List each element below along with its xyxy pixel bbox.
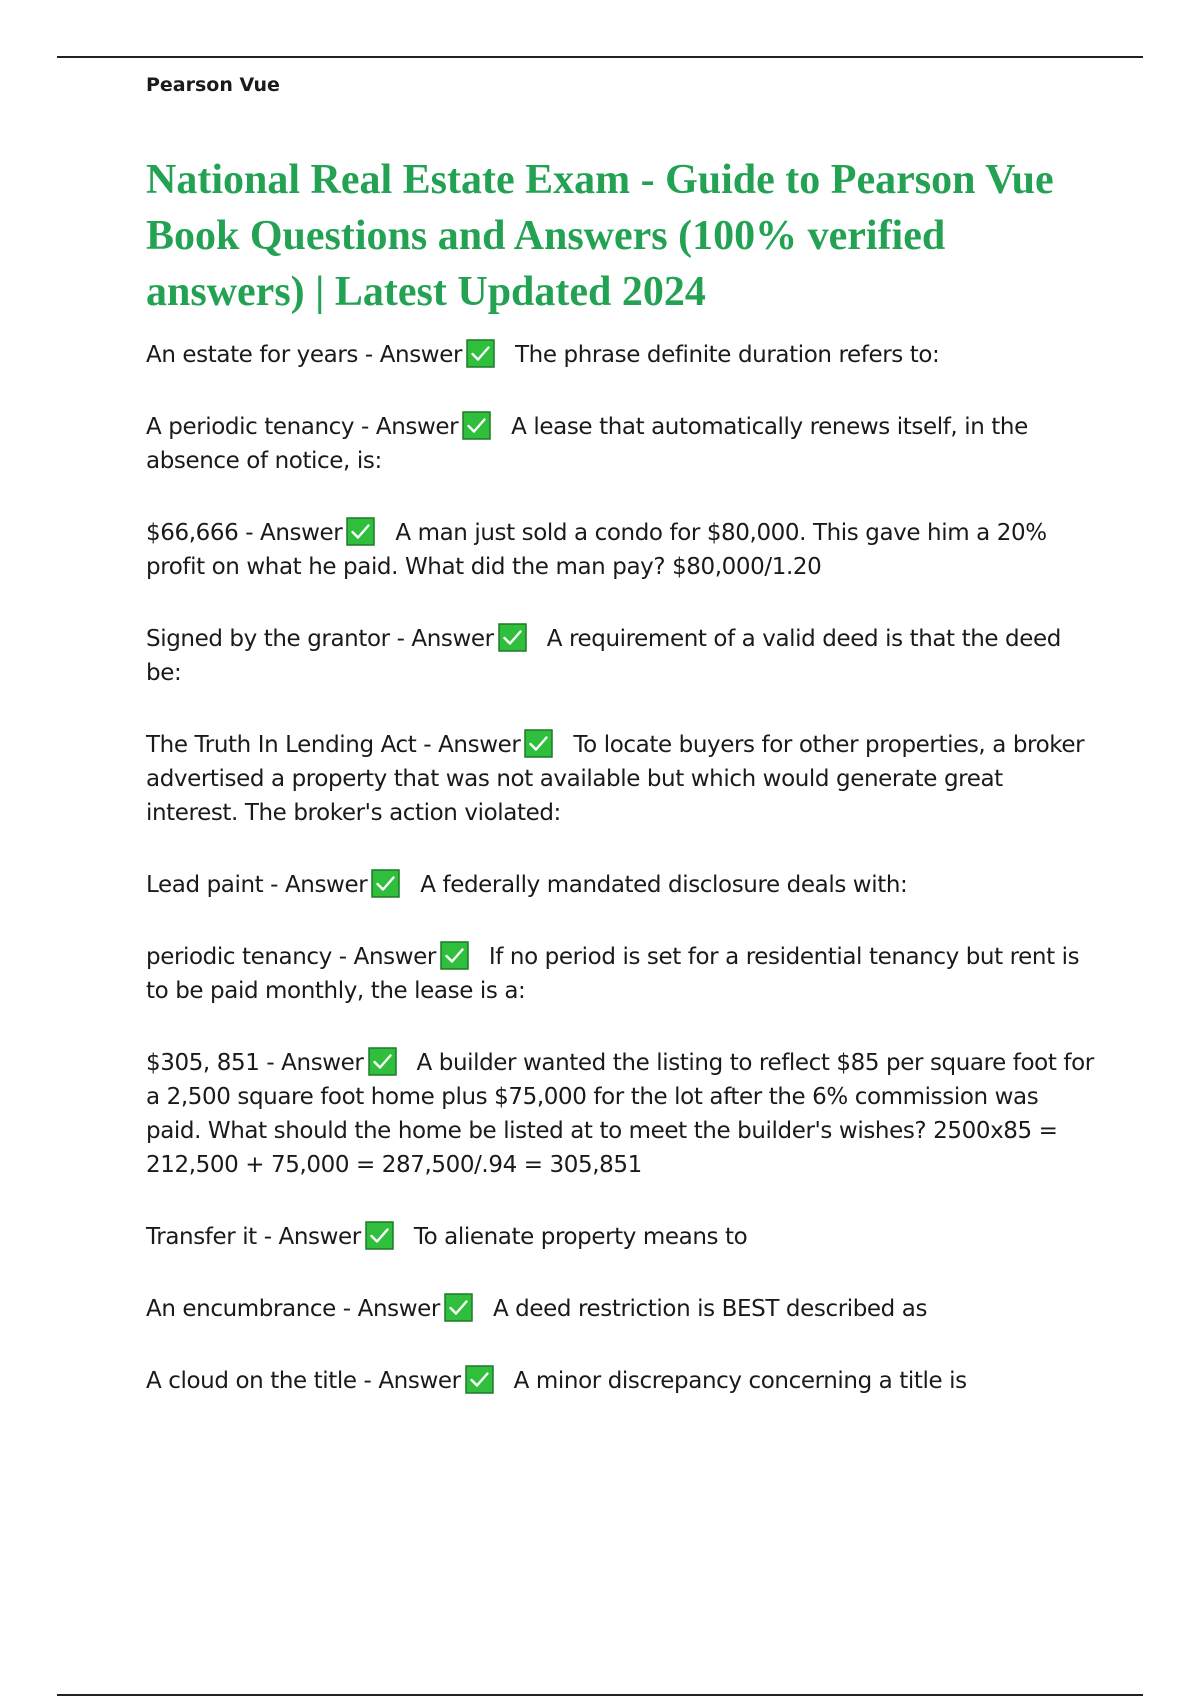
answer-text: An encumbrance - Answer xyxy=(146,1296,440,1322)
checkmark-icon xyxy=(371,869,400,898)
question-text: The phrase definite duration refers to: xyxy=(515,342,940,368)
checkmark-icon xyxy=(444,1293,473,1322)
qa-item xyxy=(146,940,1096,1008)
question-text: A requirement of a valid deed is that the deed be: xyxy=(146,626,1061,686)
answer-text: The Truth In Lending Act - Answer xyxy=(146,732,521,758)
question-text: A federally mandated disclosure deals with: xyxy=(420,872,908,898)
question-text: A lease that automatically renews itself, in the absence of notice, is: xyxy=(146,414,1028,474)
question-text: If no period is set for a residential tenancy but rent is to be paid monthly, the lease is a: xyxy=(146,944,1080,1004)
qa-item xyxy=(146,410,1096,478)
answer-text: Signed by the grantor - Answer xyxy=(146,626,494,652)
checkmark-icon xyxy=(346,517,375,546)
document-title: National Real Estate Exam - Guide to Pearson Vue Book Questions and Answers (100% verified answers) | Latest Updated 2024 xyxy=(146,157,1054,315)
question-text: A minor discrepancy concerning a title is xyxy=(513,1368,967,1394)
answer-text: $66,666 - Answer xyxy=(146,520,343,546)
question-text: A man just sold a condo for $80,000. This gave him a 20% profit on what he paid. What did the man pay? $80,000/1.20 xyxy=(146,520,1047,580)
answer-text: An estate for years - Answer xyxy=(146,342,463,368)
qa-item xyxy=(146,516,1096,584)
qa-item xyxy=(146,338,1096,372)
qa-item xyxy=(146,1220,1096,1254)
qa-list xyxy=(146,338,1096,1436)
checkmark-icon xyxy=(498,623,527,652)
bottom-divider xyxy=(57,1694,1143,1696)
answer-text: A periodic tenancy - Answer xyxy=(146,414,459,440)
answer-text: Transfer it - Answer xyxy=(146,1224,361,1250)
answer-text: $305, 851 - Answer xyxy=(146,1050,364,1076)
qa-item xyxy=(146,1046,1096,1182)
answer-text: Lead paint - Answer xyxy=(146,872,368,898)
question-text: A builder wanted the listing to reflect $85 per square foot for a 2,500 square foot home plus $75,000 for the lot after the 6% commission was paid. What should the home be listed at to meet the builder's wishes? 2500x85 = 212,500 + 75,000 = 287,500/.94 = 305,851 xyxy=(146,1050,1094,1178)
checkmark-icon xyxy=(440,941,469,970)
header-label: Pearson Vue xyxy=(146,74,280,96)
answer-text: A cloud on the title - Answer xyxy=(146,1368,461,1394)
checkmark-icon xyxy=(466,339,495,368)
qa-item xyxy=(146,868,1096,902)
question-text: To alienate property means to xyxy=(413,1224,748,1250)
qa-item xyxy=(146,1364,1096,1398)
checkmark-icon xyxy=(524,729,553,758)
checkmark-icon xyxy=(368,1047,397,1076)
checkmark-icon xyxy=(365,1221,394,1250)
qa-item xyxy=(146,622,1096,690)
qa-item xyxy=(146,728,1096,830)
answer-text: periodic tenancy - Answer xyxy=(146,944,436,970)
checkmark-icon xyxy=(462,411,491,440)
question-text: A deed restriction is BEST described as xyxy=(492,1296,928,1322)
question-text: To locate buyers for other properties, a broker advertised a property that was not available but which would generate great interest. The broker's action violated: xyxy=(146,732,1085,826)
checkmark-icon xyxy=(465,1365,494,1394)
top-divider xyxy=(57,56,1143,58)
qa-item xyxy=(146,1292,1096,1326)
